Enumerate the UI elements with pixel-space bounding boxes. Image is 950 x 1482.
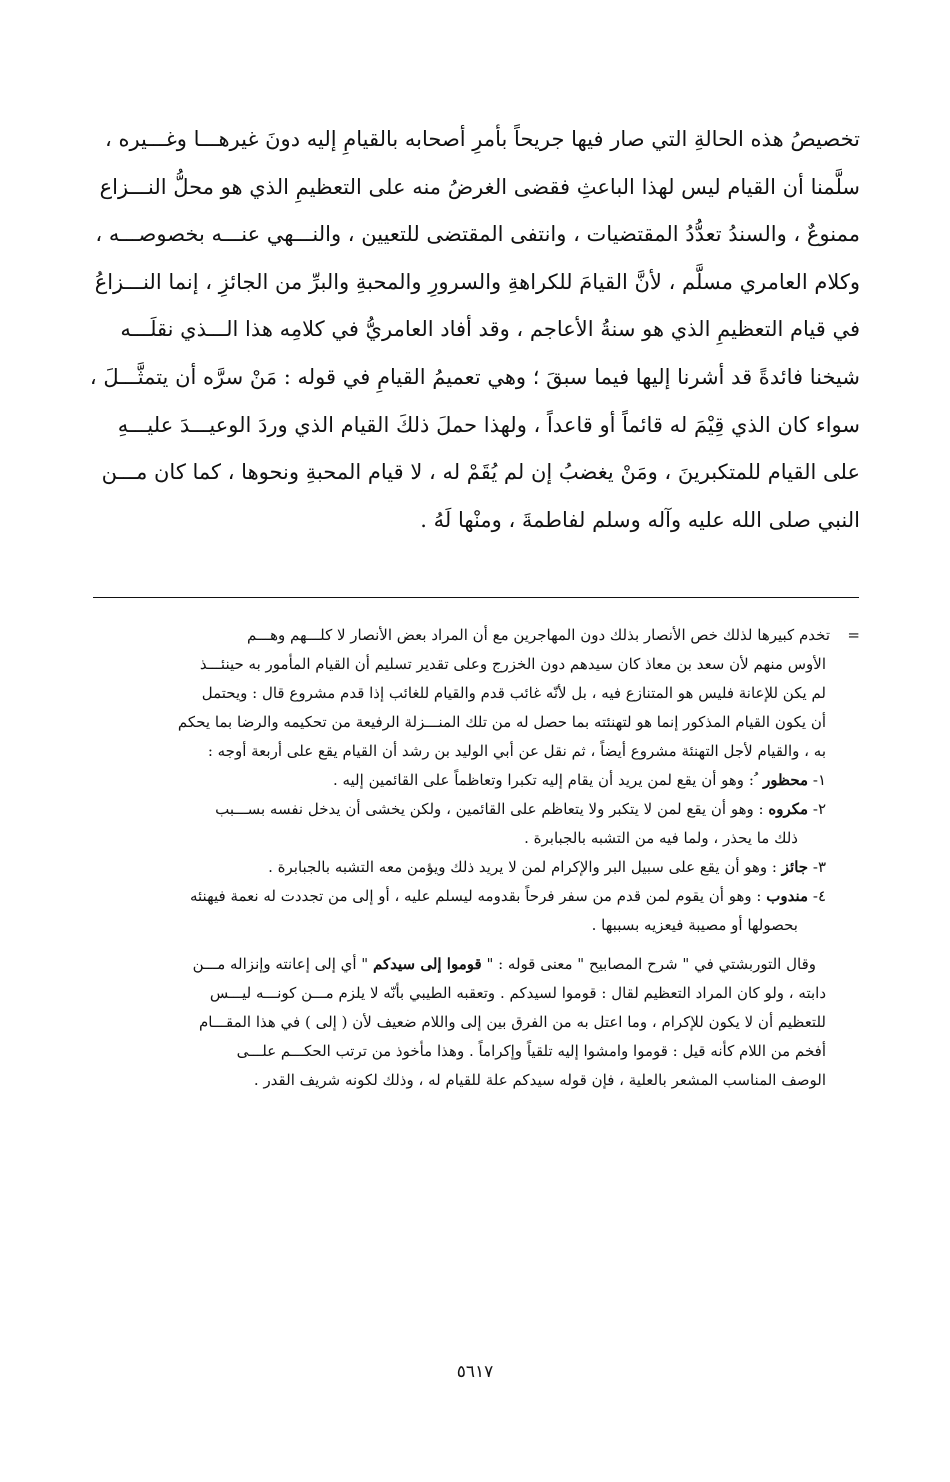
footnote-item-1 [90, 766, 860, 795]
footnote-line: أفخم من اللام كأنه قيل : قوموا وامشوا إليه تلقياً وإكراماً . وهذا مأخوذ من ترتب الحكـــم علـــى [236, 1042, 826, 1060]
main-text-line: سواء كان الذي قِيْمَ له قائماً أو قاعداً ، ولهذا حملَ ذلكَ القيام الذي وردَ الوعيـــدَ عليـــهِ [117, 412, 860, 437]
footnote-line: أن يكون القيام المذكور إنما هو لتهنئته بما حصل له من تلك المنـــزلة الرفيعة من تحكيمه والرضا بما يحكم [177, 713, 826, 731]
item-term: جائز [781, 858, 809, 876]
main-text-line: تخصيصُ هذه الحالةِ التي صار فيها جريحاً بأمرِ أصحابه بالقيامِ إليه دونَ غيرهـــا وغـــيره ، [104, 127, 860, 151]
continuation-mark: = [847, 626, 860, 644]
footnotes-block [90, 621, 860, 1095]
footnote-item-4-cont: بحصولها أو مصيبة فيعزيه بسببها . [591, 916, 798, 934]
footnote-item-3 [90, 853, 860, 882]
main-text-line: على القيام للمتكبرينَ ، ومَنْ يغضبُ إن لم يُقَمْ له ، لا قيام المحبةِ ونحوها ، كما كان مـــن [101, 460, 860, 485]
main-text-line: سلَّمنا أن القيام ليس لهذا الباعثِ فقضى الغرضُ منه على التعظيمِ الذي هو محلُّ النـــزاع [99, 174, 860, 199]
item-term: مكروه [768, 800, 809, 818]
footnote-line: الأوس منهم لأن سعد بن معاذ كان سيدهم دون الخزرج وعلى تقدير تسليم أن القيام المأمور به حينئـــذ [199, 655, 826, 673]
closing-text: وقال التوربشتي في " شرح المصابيح " معنى قوله : " [486, 955, 816, 973]
main-text-line: ممنوعٌ ، والسندُ تعدُّدُ المقتضيات ، وانتفى المقتضى للتعيين ، والنـــهي عنـــه بخصوصـــه ، [95, 222, 860, 247]
item-text: : وهو أن يقع لمن لا يتكبر ولا يتعاظم على القائمين ، ولكن يخشى أن يدخل نفسه بســـبب [215, 800, 764, 818]
main-text-block [90, 116, 860, 544]
main-text-line: النبي صلى الله عليه وآله وسلم لفاطمةَ ، ومنْها لَهُ . [420, 507, 860, 532]
footnote-closing-paragraph [90, 950, 860, 979]
item-number: ٣- [812, 858, 826, 876]
closing-quote: قوموا إلى سيدكم [373, 955, 482, 973]
main-text-line: في قيام التعظيمِ الذي هو سنةُ الأعاجم ، وقد أفاد العامريُّ في كلامِه هذا الـــذي نقلَـــه [120, 317, 860, 342]
main-text-line: شيخنا فائدةً قد أشرنا إليها فيما سبقَ ؛ وهي تعميمُ القيامِ في قوله : مَنْ سرَّه أن يتمثَّـــلَ ، [90, 364, 860, 389]
item-term: مندوب [766, 887, 809, 905]
page-number: ٥٦١٧ [456, 1362, 494, 1382]
footnote-item-2-cont: ذلك ما يحذر ، ولما فيه من التشبه بالجبابرة . [524, 829, 798, 847]
item-number: ١- [812, 771, 826, 789]
footnote-line: الوصف المناسب المشعر بالعلية ، فإن قوله سيدكم علة للقيام له ، وذلك لكونه شريف القدر . [253, 1071, 826, 1089]
item-number: ٢- [812, 800, 826, 818]
footnote-line [90, 621, 860, 650]
item-term: محظور [763, 771, 809, 789]
footnote-separator-rule [93, 597, 859, 598]
footnote-line: دابته ، ولو كان المراد التعظيم لقال : قوموا لسيدكم . وتعقبه الطيبي بأنّه لا يلزم مـــن كونـــه ليـــس [209, 984, 826, 1002]
footnote-item-4 [90, 882, 860, 911]
footnote-line: به ، والقيام لأجل التهنئة مشروع أيضاً ، ثم نقل عن أبي الوليد بن رشد أن القيام يقع على أربعة أوجه : [207, 742, 826, 760]
closing-text: " أي إلى إعانته وإنزاله مـــن [192, 955, 369, 973]
footnote-item-2 [90, 795, 860, 824]
item-text: : وهو أن يقوم لمن قدم من سفر فرحاً بقدومه ليسلم عليه ، أو إلى من تجددت له نعمة فيهنئه [189, 887, 762, 905]
item-text: : وهو أن يقع على سبيل البر والإكرام لمن لا يريد ذلك ويؤمن معه التشبه بالجبابرة . [268, 858, 777, 876]
footnote-line: للتعظيم أن لا يكون للإكرام ، وما اعتل به من الفرق بين إلى واللام ضعيف لأن ( إلى ) في هذا المقـــام [199, 1013, 826, 1031]
item-text: ﹸ: وهو أن يقع لمن يريد أن يقام إليه تكبرا وتعاظماً على القائمين إليه . [332, 771, 759, 789]
item-number: ٤- [812, 887, 826, 905]
main-text-line: وكلام العامري مسلَّم ، لأنَّ القيامَ للكراهةِ والسرورِ والمحبةِ والبرِّ من الجائزِ ، إنما النـــزاعُ [94, 269, 860, 294]
footnote-text: تخدم كبيرها لذلك خص الأنصار بذلك دون المهاجرين مع أن المراد بعض الأنصار لا كلـــهم وهـــم [246, 626, 830, 644]
footnote-line: لم يكن للإعانة فليس هو المتنازع فيه ، بل لأنّه غائب قدم والقيام للغائب إذا قدم مشروع قال : ويحتمل [201, 684, 826, 702]
